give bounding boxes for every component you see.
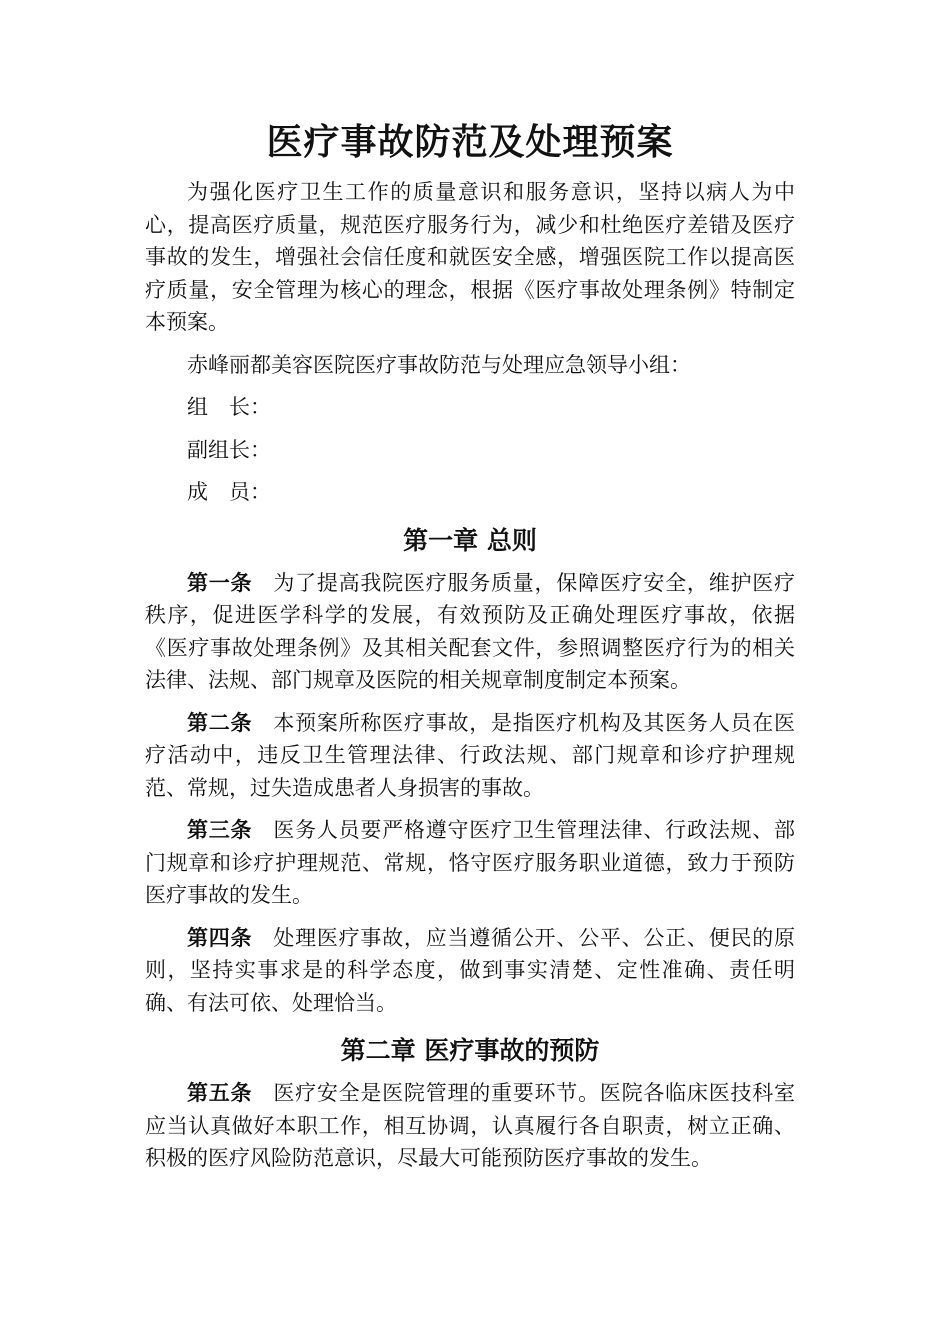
article-1 (145, 567, 795, 697)
group-leader-line: 组 长： (187, 395, 271, 419)
article-text: 处理医疗事故，应当遵循公开、公平、公正、便民的原则，坚持实事求是的科学态度，做到事实清楚、定性准确、责任明确、有法可依、处理恰当。 (145, 925, 796, 1015)
article-5 (145, 1077, 795, 1175)
article-text: 本预案所称医疗事故，是指医疗机构及其医务人员在医疗活动中，违反卫生管理法律、行政法规、部门规章和诊疗护理规范、常规，过失造成患者人身损害的事故。 (145, 710, 796, 800)
document-title: 医疗事故防范及处理预案 (266, 121, 674, 163)
article-text: 医疗安全是医院管理的重要环节。医院各临床医技科室应当认真做好本职工作，相互协调，认真履行各自职责，树立正确、积极的医疗风险防范意识，尽最大可能预防医疗事故的发生。 (145, 1081, 796, 1170)
article-text: 为了提高我院医疗服务质量，保障医疗安全，维护医疗秩序，促进医学科学的发展，有效预防及正确处理医疗事故，依据《医疗事故处理条例》及其相关配套文件，参照调整医疗行为的相关法律、法规、部门规章及医院的相关规章制度制定本预案。 (145, 570, 796, 692)
group-deputy-line: 副组长： (187, 437, 271, 462)
document-body (145, 116, 795, 1185)
chapter-2-title: 第二章 医疗事故的预防 (340, 1036, 600, 1065)
article-label: 第五条 (187, 1080, 253, 1105)
group-members-line: 成 员： (187, 480, 271, 504)
group-heading: 赤峰丽都美容医院医疗事故防范与处理应急领导小组： (187, 352, 691, 377)
article-label: 第四条 (187, 924, 253, 950)
article-text: 医务人员要严格遵守医疗卫生管理法律、行政法规、部门规章和诊疗护理规范、常规，恪守医疗服务职业道德，致力于预防医疗事故的发生。 (145, 818, 796, 907)
article-label: 第一条 (187, 569, 253, 595)
chapter-1-title: 第一章 总则 (403, 525, 537, 555)
article-2 (145, 707, 795, 805)
article-label: 第二条 (187, 709, 253, 735)
intro-paragraph: 为强化医疗卫生工作的质量意识和服务意识，坚持以病人为中心，提高医疗质量，规范医疗服务行为，减少和杜绝医疗差错及医疗事故的发生，增强社会信任度和就医安全感，增强医院工作以提高医疗质量，安全管理为核心的理念，根据《医疗事故处理条例》特制定本预案。 (145, 180, 795, 334)
article-3 (145, 814, 795, 912)
article-label: 第三条 (187, 817, 253, 842)
article-4 (145, 922, 795, 1020)
